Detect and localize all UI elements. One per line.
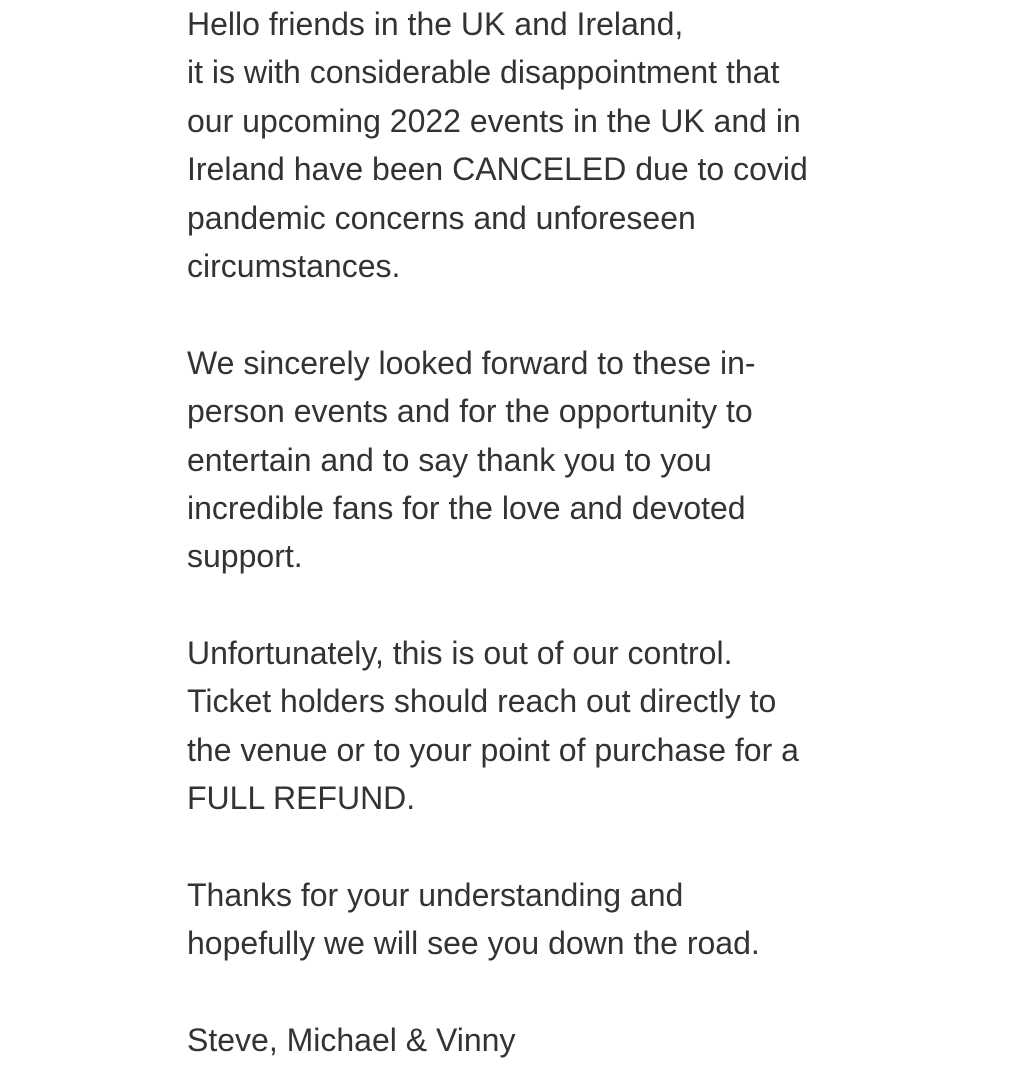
text-line: the venue or to your point of purchase for a	[187, 731, 799, 768]
text-line: We sincerely looked forward to these in-	[187, 344, 756, 381]
text-line: hopefully we will see you down the road.	[187, 925, 760, 962]
text-line: Ticket holders should reach out directly to	[187, 683, 777, 720]
text-line: pandemic concerns and unforeseen	[187, 199, 696, 236]
text-line: support.	[187, 538, 303, 575]
thanks-paragraph	[187, 871, 887, 968]
text-line: incredible fans for the love and devoted	[187, 489, 746, 526]
text-line: Ireland have been CANCELED due to covid	[187, 151, 808, 188]
regret-paragraph	[187, 339, 887, 581]
text-line: Unfortunately, this is out of our control.	[187, 635, 733, 672]
text-line: circumstances.	[187, 247, 401, 284]
signature	[187, 1016, 887, 1064]
text-line: it is with considerable disappointment that	[187, 54, 780, 91]
signature-line: Steve, Michael & Vinny	[187, 1022, 516, 1059]
text-line: person events and for the opportunity to	[187, 393, 753, 430]
text-line: FULL REFUND.	[187, 780, 416, 817]
text-line: Hello friends in the UK and Ireland,	[187, 6, 684, 42]
greeting-paragraph	[187, 0, 887, 290]
text-line: our upcoming 2022 events in the UK and in	[187, 102, 801, 139]
announcement-note	[187, 0, 887, 1065]
text-line: Thanks for your understanding and	[187, 877, 684, 914]
refund-paragraph	[187, 629, 887, 823]
text-line: entertain and to say thank you to you	[187, 441, 712, 478]
